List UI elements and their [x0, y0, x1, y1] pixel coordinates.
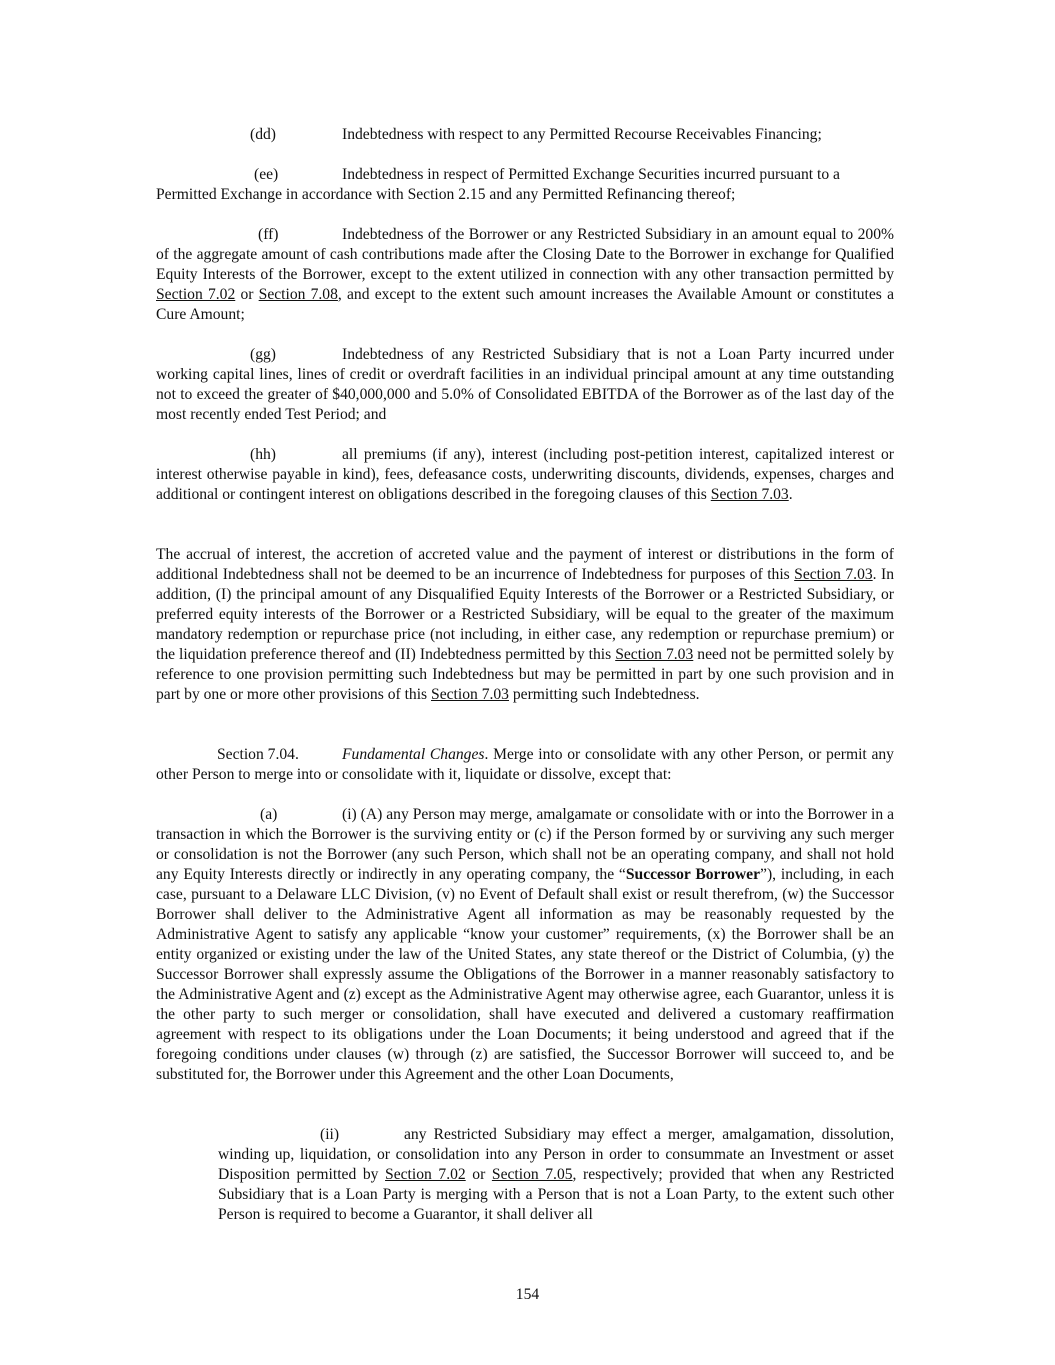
accrual-text-2: . In addition, (I) the principal amount of any Disqualified Equity Interests of the Borrower or a Restricted Subsidiary, or preferred equity interests of the Borrower or a Restricted Subsidiary, will be equal to the greater of the maximum mandatory redemption or repurchase price (not including, in either case, any redemption or repurchase premium) or the liquidation preference thereof and (II) Indebtedness permitted by this	[156, 566, 894, 663]
clause-ee	[156, 165, 894, 205]
clause-hh-period: .	[788, 486, 793, 503]
clause-ff	[156, 225, 894, 325]
section-ref-7-02: Section 7.02	[156, 286, 236, 303]
clause-dd-label: (dd)	[250, 126, 276, 143]
section-7-04-title-period: .	[484, 746, 489, 763]
clause-ii-connector: or	[465, 1166, 492, 1183]
clause-dd-text: Indebtedness with respect to any Permitted Recourse Receivables Financing;	[342, 126, 822, 143]
clause-ff-label: (ff)	[258, 226, 279, 243]
section-ref-7-02: Section 7.02	[385, 1166, 466, 1183]
section-ref-7-03: Section 7.03	[615, 646, 694, 663]
clause-hh-label: (hh)	[250, 446, 276, 463]
clause-gg-label: (gg)	[250, 346, 276, 363]
accrual-text-1: The accrual of interest, the accretion of accreted value and the payment of interest or distributions in the form of additional Indebtedness shall not be deemed to be an incurrence of Indebtedness for purposes of this	[156, 546, 894, 583]
accrual-text-3: need not be permitted solely by reference to one provision permitting such Indebtedness but may be permitted in part by one such provision and in part by one or more other provisions of this	[156, 646, 894, 703]
accrual-paragraph	[156, 545, 894, 705]
clause-a-text-1: (i) (A) any Person may merge, amalgamate or consolidate with or into the Borrower in a transaction in which the Borrower is the surviving entity or (c) if the Person formed by or surviving any such merger or consolidation is not the Borrower (any such Person, which shall not be an operating company, and shall not hold any Equity Interests directly or indirectly in any operating company, the “	[156, 806, 894, 883]
section-ref-7-03: Section 7.03	[431, 686, 509, 703]
section-7-04	[156, 745, 894, 785]
clause-gg	[156, 345, 894, 425]
section-ref-7-05: Section 7.05	[491, 1166, 573, 1183]
clause-a	[156, 805, 894, 1085]
clause-ii-text-1: any Restricted Subsidiary may effect a merger, amalgamation, dissolution, winding up, liquidation, or consolidation into any Person in order to consummate an Investment or asset Disposition permitted by	[218, 1126, 894, 1183]
clause-ff-text: Indebtedness of the Borrower or any Restricted Subsidiary in an amount equal to 200% of the aggregate amount of cash contributions made after the Closing Date to the Borrower in exchange for Qualified Equity Interests of the Borrower, except to the extent utilized in connection with any other transaction permitted by	[156, 226, 894, 283]
accrual-text-4: permitting such Indebtedness.	[508, 686, 700, 703]
clause-hh-text: all premiums (if any), interest (including post-petition interest, capitalized interest or interest otherwise payable in kind), fees, defeasance costs, underwriting discounts, dividends, expenses, charges and additional or contingent interest on obligations described in the foregoing clauses of this	[156, 446, 894, 503]
section-ref-7-03: Section 7.03	[794, 566, 873, 583]
section-ref-7-08: Section 7.08	[258, 286, 338, 303]
clause-gg-text: Indebtedness of any Restricted Subsidiary that is not a Loan Party incurred under working capital lines, lines of credit or overdraft facilities in an individual principal amount at any time outstanding not to exceed the greater of $40,000,000 and 5.0% of Consolidated EBITDA of the Borrower as of the last day of the most recently ended Test Period; and	[156, 346, 894, 423]
clause-ee-label: (ee)	[254, 166, 279, 183]
clause-ii-text-3: , respectively; provided that when any Restricted Subsidiary that is a Loan Party is merging with a Person that is not a Loan Party, to the extent such other Person is required to become a Guarantor, it shall deliver all	[218, 1166, 894, 1223]
section-7-04-text: Merge into or consolidate with any other Person, or permit any other Person to merge into or consolidate with it, liquidate or dissolve, except that:	[156, 746, 894, 783]
clause-ff-connector: or	[235, 286, 259, 303]
clause-ff-text-end: , and except to the extent such amount increases the Available Amount or constitutes a Cure Amount;	[156, 286, 894, 323]
clause-a-label: (a)	[260, 806, 278, 823]
section-ref-7-03: Section 7.03	[710, 486, 789, 503]
defined-term-successor-borrower: Successor Borrower	[625, 866, 761, 883]
clause-hh	[156, 445, 894, 505]
page-number: 154	[515, 1286, 540, 1303]
clause-a-text-2: ”), including, in each case, pursuant to a Delaware LLC Division, (v) no Event of Default shall exist or result therefrom, (w) the Successor Borrower shall deliver to the Administrative Agent all information as may be reasonably requested by the Administrative Agent to satisfy any applicable “know your customer” requirements, (x) the Borrower shall be an entity organized or existing under the law of the United States, any state thereof or the District of Columbia, (y) the Successor Borrower shall expressly assume the Obligations of the Borrower in a manner reasonably satisfactory to the Administrative Agent and (z) except as the Administrative Agent may otherwise agree, each Guarantor, unless it is the other party to such merger or consolidation, shall have executed and delivered a customary reaffirmation agreement with respect to its obligations under the Loan Documents; it being understood and agreed that if the foregoing conditions under clauses (w) through (z) are satisfied, the Successor Borrower will succeed to, and be substituted for, the Borrower under this Agreement and the other Loan Documents,	[156, 866, 894, 1083]
clause-ee-rest: Permitted Exchange in accordance with Section 2.15 and any Permitted Refinancing thereof;	[156, 186, 736, 203]
clause-ee-first-line: Indebtedness in respect of Permitted Exchange Securities incurred pursuant to a	[342, 166, 840, 183]
clause-ii	[218, 1125, 894, 1225]
section-7-04-title: Fundamental Changes	[342, 746, 485, 763]
section-7-04-number: Section 7.04.	[217, 746, 299, 763]
clause-dd	[156, 125, 894, 145]
clause-ii-label: (ii)	[320, 1126, 340, 1143]
